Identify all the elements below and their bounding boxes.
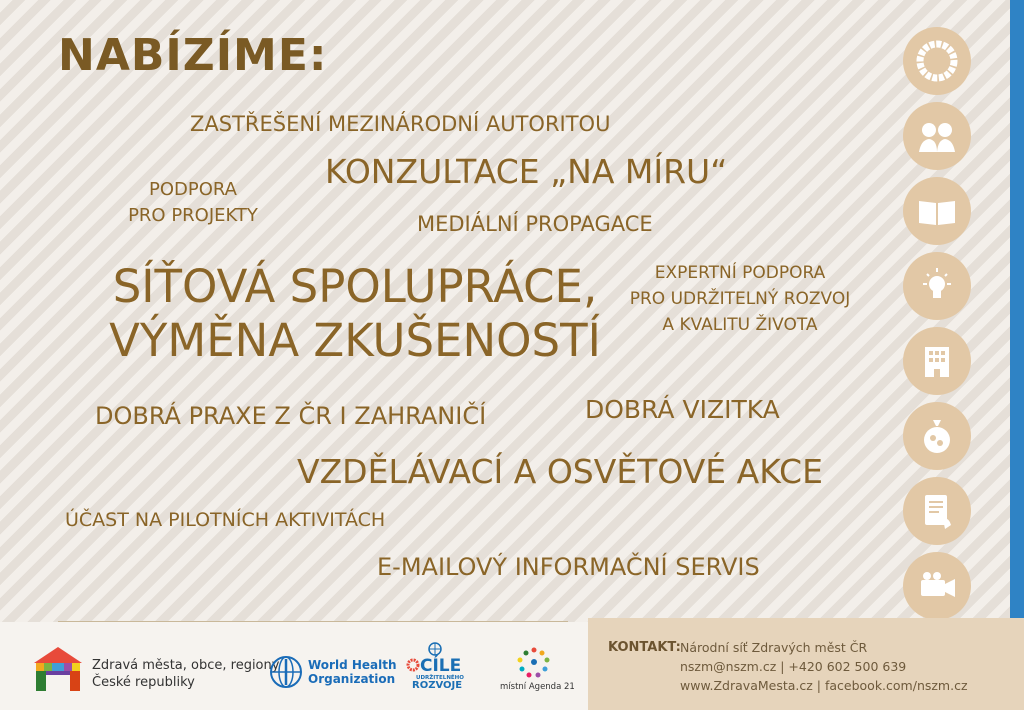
contact-organization: Národní síť Zdravých měst ČR — [680, 640, 868, 655]
lightbulb-icon — [903, 252, 971, 320]
sdg-bottom: ROZVOJE — [412, 680, 463, 691]
offer-expert-support — [620, 260, 860, 338]
contact-email-phone[interactable]: nszm@nszm.cz | +420 602 500 639 — [680, 659, 907, 674]
tablet-document-icon — [903, 477, 971, 545]
sdg-wheel-small-icon — [406, 658, 420, 672]
offer-network-cooperation-line1: SÍŤOVÁ SPOLUPRÁCE, — [112, 260, 598, 313]
offer-good-practice: DOBRÁ PRAXE Z ČR I ZAHRANIČÍ — [95, 402, 487, 430]
offer-custom-consultation: KONZULTACE „NA MÍRU“ — [325, 152, 728, 191]
agenda21-name: místní Agenda 21 — [500, 682, 575, 692]
sdg-logo — [406, 642, 476, 698]
divider — [58, 621, 568, 622]
offer-pilot-activities: ÚČAST NA PILOTNÍCH AKTIVITÁCH — [65, 509, 386, 531]
sdg-subtitle: UDRŽITELNÉHO — [416, 675, 464, 681]
local-agenda21-logo — [500, 646, 575, 698]
contact-box — [588, 618, 1024, 710]
side-accent-bar — [1010, 0, 1024, 620]
offer-project-support-line1: PODPORA — [149, 179, 237, 200]
offer-project-support-line2: PRO PROJEKTY — [128, 205, 258, 226]
agenda21-dots-icon — [516, 646, 552, 680]
healthy-cities-house-icon — [30, 641, 86, 697]
icon-column — [903, 27, 973, 627]
healthy-cities-logo — [30, 641, 280, 697]
offer-email-service: E-MAILOVÝ INFORMAČNÍ SERVIS — [377, 553, 760, 581]
offer-network-cooperation — [60, 260, 650, 368]
offer-education-events: VZDĚLÁVACÍ A OSVĚTOVÉ AKCE — [297, 452, 823, 491]
offer-expert-support-line2: PRO UDRŽITELNÝ ROZVOJ — [629, 289, 851, 309]
building-icon — [903, 327, 971, 395]
who-emblem-icon — [268, 654, 304, 690]
sdg-title: CÍLE — [420, 656, 462, 676]
offer-network-cooperation-line2: VÝMĚNA ZKUŠENOSTÍ — [109, 314, 601, 367]
page-title: NABÍZÍME: — [58, 30, 328, 81]
offer-expert-support-line3: A KVALITU ŽIVOTA — [662, 315, 818, 335]
healthy-cities-name-line2: České republiky — [92, 675, 195, 690]
money-bag-icon — [903, 402, 971, 470]
offer-good-reputation: DOBRÁ VIZITKA — [585, 395, 780, 424]
un-emblem-icon — [428, 642, 442, 656]
who-name-line2: Organization — [308, 672, 396, 686]
sdg-wheel-icon — [903, 27, 971, 95]
who-name-line1: World Health — [308, 658, 397, 672]
offer-project-support — [118, 177, 268, 229]
video-camera-icon — [903, 552, 971, 620]
who-logo — [268, 654, 397, 694]
contact-label: KONTAKT: — [608, 640, 681, 655]
contact-web-facebook[interactable]: www.ZdravaMesta.cz | facebook.com/nszm.cz — [680, 678, 968, 693]
people-talking-icon — [903, 102, 971, 170]
offer-expert-support-line1: EXPERTNÍ PODPORA — [654, 263, 826, 283]
offer-international-authority: ZASTŘEŠENÍ MEZINÁRODNÍ AUTORITOU — [190, 112, 611, 136]
open-book-icon — [903, 177, 971, 245]
offer-media-promotion: MEDIÁLNÍ PROPAGACE — [417, 212, 653, 236]
healthy-cities-name-line1: Zdravá města, obce, regiony — [92, 658, 280, 673]
